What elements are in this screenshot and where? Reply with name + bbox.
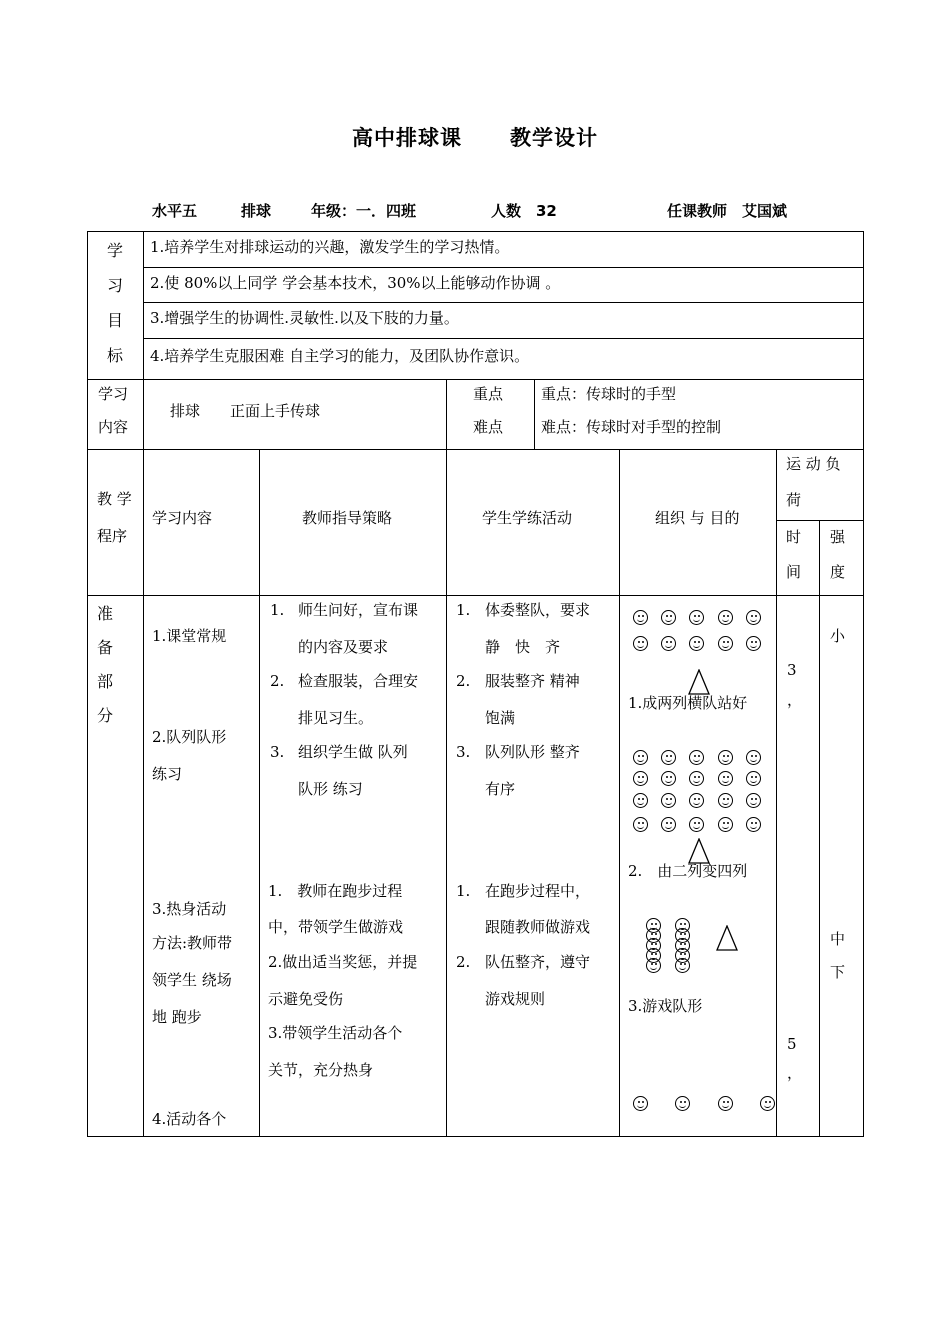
student-1a: 体委整队，要求 (485, 601, 591, 619)
prep-content-3a: 3.热身活动 (152, 900, 227, 918)
student-icon (633, 1096, 648, 1111)
key-label: 重点 (473, 385, 504, 403)
student-icon (661, 750, 676, 765)
prep-label-3: 部 (96, 672, 113, 691)
org-caption-3: 3.游戏队形 (628, 997, 703, 1015)
intensity-2a: 中 (830, 930, 846, 948)
teacher-2a: 检查服装，合理安 (298, 672, 419, 690)
student-num-1: 1. (456, 601, 471, 619)
objectives-label-3: 目 (106, 311, 123, 330)
student-1b: 静 快 齐 (485, 638, 561, 656)
time-1: 3 (787, 661, 797, 679)
page-title (0, 122, 950, 152)
student-icon (746, 750, 761, 765)
student-2a: 服装整齐 精神 (485, 672, 580, 690)
objective-1: 1.培养学生对排球运动的兴趣，激发学生的学习热情。 (150, 238, 510, 256)
prep-label-2: 备 (96, 638, 113, 657)
time-2: 5 (787, 1035, 797, 1053)
intensity-1: 小 (830, 627, 846, 645)
info-teacher: 任课教师 艾国斌 (667, 202, 788, 220)
time-1-comma: ， (787, 691, 803, 709)
student-3b: 有序 (485, 780, 516, 798)
teacher-1b: 的内容及要求 (298, 638, 389, 656)
teacher-num-1: 1. (270, 601, 285, 619)
teacher-3a: 组织学生做 队列 (298, 743, 408, 761)
student-icon (633, 771, 648, 786)
student-icon (633, 793, 648, 808)
prep-content-1: 1.课堂常规 (152, 627, 227, 645)
student-icon (718, 610, 733, 625)
content-text: 排球 正面上手传球 (170, 402, 321, 420)
student-warmup-num-1: 1. (456, 882, 471, 900)
intensity-2b: 下 (830, 963, 846, 981)
prep-content-2a: 2.队列队形 (152, 728, 227, 746)
header-content: 学习内容 (152, 509, 213, 527)
student-icon (689, 771, 704, 786)
teacher-warmup-3b: 关节，充分热身 (268, 1061, 374, 1079)
student-icon (661, 793, 676, 808)
student-icon (760, 1096, 775, 1111)
teacher-triangle-icon (688, 669, 710, 695)
student-icon (633, 636, 648, 651)
time-2-comma: ， (787, 1064, 803, 1082)
objective-2: 2.使 80%以上同学 学会基本技术，30%以上能够动作协调 。 (150, 274, 561, 292)
prep-content-3c: 领学生 绕场 (152, 971, 232, 989)
student-icon (689, 817, 704, 832)
student-icon (661, 636, 676, 651)
student-icon (746, 636, 761, 651)
student-icon (689, 636, 704, 651)
student-2b: 饱满 (485, 709, 516, 727)
prep-label-1: 准 (96, 604, 113, 623)
teacher-3b: 队形 练习 (298, 780, 363, 798)
student-icon (661, 817, 676, 832)
info-grade: 年级：一．四班 (311, 202, 417, 220)
student-icon (718, 750, 733, 765)
objectives-label-2: 习 (106, 276, 123, 295)
header-procedure-1: 教 学 (97, 490, 132, 508)
content-label-1: 学习 (98, 385, 129, 403)
student-num-3: 3. (456, 743, 471, 761)
student-warmup-2a: 队伍整齐，遵守 (485, 953, 591, 971)
difficulty-label: 难点 (473, 418, 504, 436)
teacher-warmup-1a: 1. 教师在跑步过程 (268, 882, 403, 900)
teacher-warmup-2b: 示避免受伤 (268, 990, 344, 1008)
prep-content-4: 4.活动各个 (152, 1110, 227, 1128)
student-icon (718, 636, 733, 651)
prep-content-2b: 练习 (152, 765, 183, 783)
student-icon (746, 610, 761, 625)
student-3a: 队列队形 整齐 (485, 743, 580, 761)
student-icon (718, 1096, 733, 1111)
header-load-2: 荷 (786, 491, 802, 509)
header-intensity-1: 强 (830, 528, 846, 546)
header-student: 学生学练活动 (482, 509, 573, 527)
teacher-2b: 排见习生。 (298, 709, 374, 727)
student-icon (746, 771, 761, 786)
student-icon (661, 610, 676, 625)
student-icon (646, 958, 661, 973)
student-icon (689, 750, 704, 765)
info-sport: 排球 (241, 202, 272, 220)
objectives-label-1: 学 (106, 241, 123, 260)
student-icon (746, 817, 761, 832)
student-icon (633, 610, 648, 625)
student-icon (675, 1096, 690, 1111)
student-icon (675, 958, 690, 973)
teacher-num-2: 2. (270, 672, 285, 690)
objectives-label-4: 标 (106, 346, 123, 365)
prep-label-4: 分 (96, 706, 113, 725)
student-icon (718, 817, 733, 832)
header-teacher: 教师指导策略 (302, 509, 393, 527)
student-warmup-num-2: 2. (456, 953, 471, 971)
prep-content-3d: 地 跑步 (152, 1008, 202, 1026)
student-icon (689, 793, 704, 808)
content-label-2: 内容 (98, 418, 129, 436)
student-icon (633, 817, 648, 832)
student-icon (718, 771, 733, 786)
header-procedure-2: 程序 (97, 527, 128, 545)
header-time-2: 间 (786, 563, 802, 581)
title-part-2: 教学设计 (510, 126, 598, 150)
header-organization: 组织 与 目的 (655, 509, 740, 527)
objective-4: 4.培养学生克服困难 自主学习的能力，及团队协作意识。 (150, 347, 530, 365)
teacher-triangle-icon (688, 838, 710, 864)
info-level: 水平五 (152, 202, 198, 220)
teacher-warmup-2a: 2.做出适当奖惩，并提 (268, 953, 418, 971)
info-people: 人数 32 (491, 202, 557, 220)
student-icon (746, 793, 761, 808)
header-load-1: 运 动 负 (786, 455, 841, 473)
student-num-2: 2. (456, 672, 471, 690)
teacher-warmup-1b: 中，带领学生做游戏 (268, 918, 404, 936)
student-warmup-2b: 游戏规则 (485, 990, 546, 1008)
student-icon (718, 793, 733, 808)
objective-3: 3.增强学生的协调性.灵敏性.以及下肢的力量。 (150, 309, 459, 327)
student-icon (661, 771, 676, 786)
title-part-1: 高中排球课 (352, 126, 462, 150)
student-warmup-1a: 在跑步过程中， (485, 882, 591, 900)
student-icon (633, 750, 648, 765)
org-caption-1: 1.成两列横队站好 (628, 694, 748, 712)
teacher-1a: 师生问好，宣布课 (298, 601, 419, 619)
difficulty-point: 难点：传球时对手型的控制 (541, 418, 722, 436)
header-intensity-2: 度 (830, 563, 846, 581)
student-warmup-1b: 跟随教师做游戏 (485, 918, 591, 936)
key-point: 重点：传球时的手型 (541, 385, 677, 403)
header-time-1: 时 (786, 528, 802, 546)
student-icon (689, 610, 704, 625)
teacher-triangle-icon (716, 925, 738, 951)
teacher-num-3: 3. (270, 743, 285, 761)
prep-content-3b: 方法:教师带 (152, 934, 233, 952)
org-caption-2: 2. 由二列变四列 (628, 862, 748, 880)
teacher-warmup-3a: 3.带领学生活动各个 (268, 1024, 403, 1042)
